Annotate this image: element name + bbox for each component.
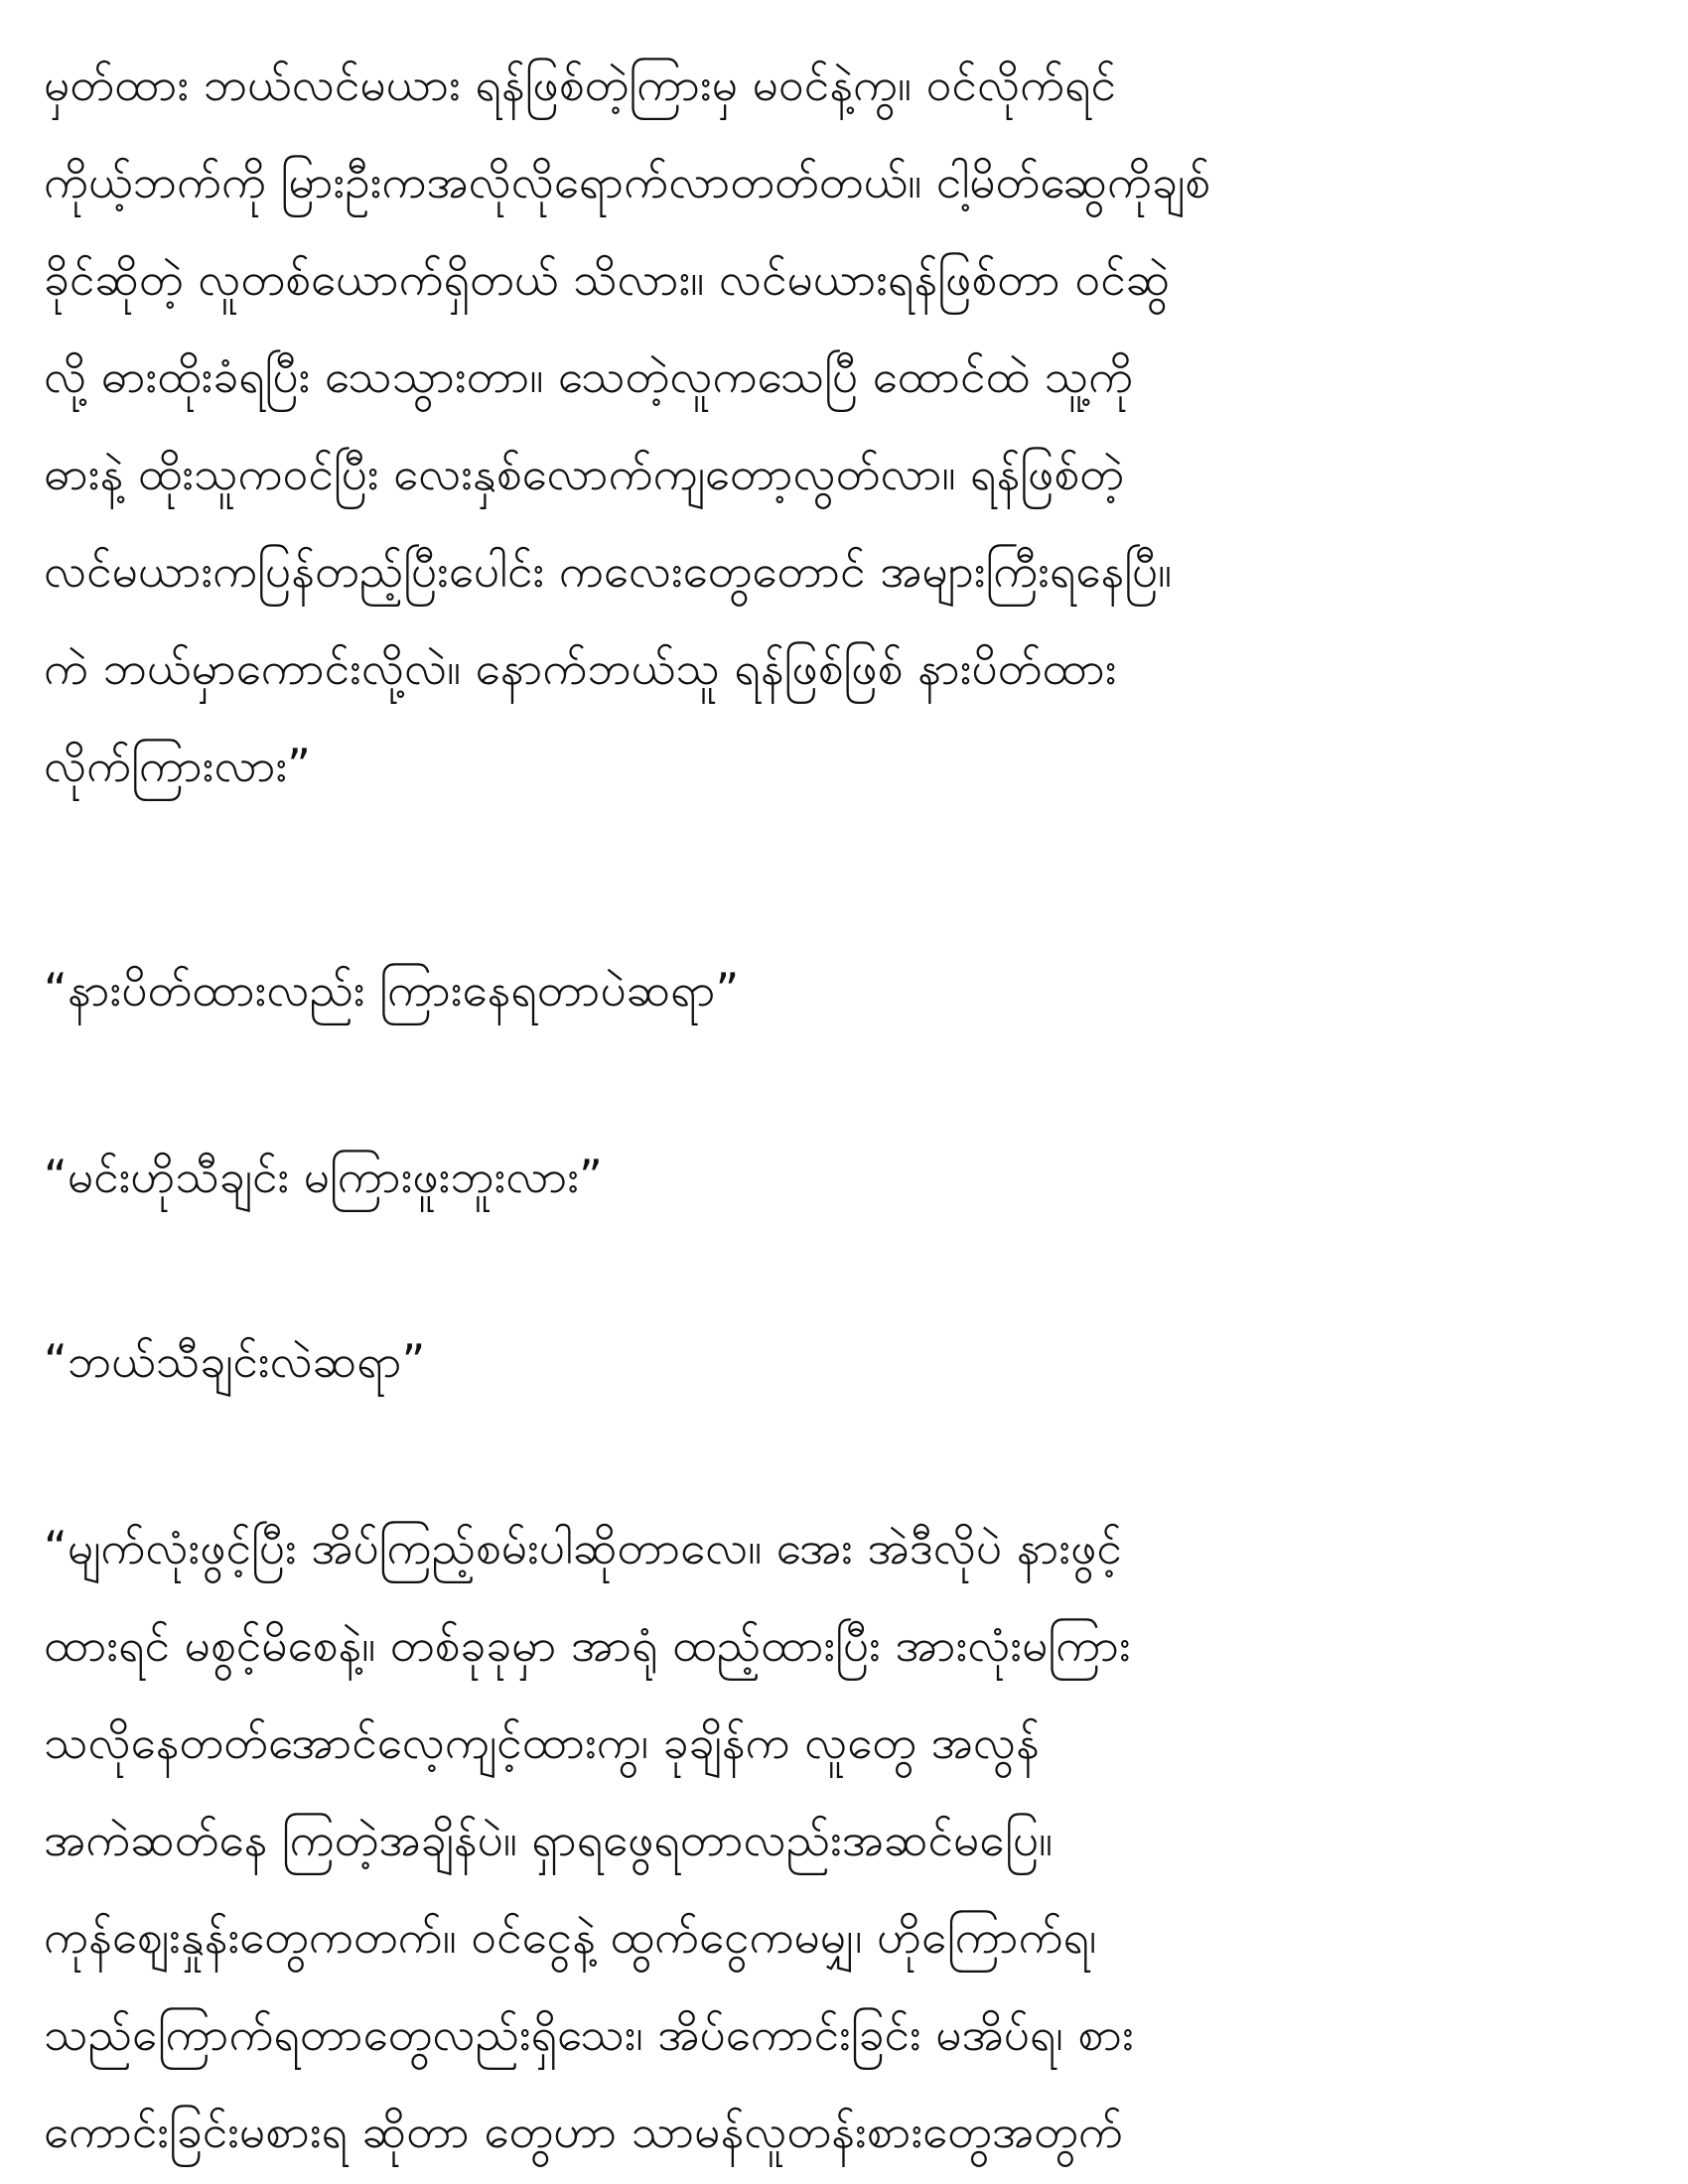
text-line: ထားရင် မစွင့်မိစေနဲ့။ တစ်ခုခုမှာ အာရုံ ထည့်ထားပြီး အားလုံးမကြား [44,1618,1131,1672]
text-line: လို့ ဓားထိုးခံရပြီး သေသွားတာ။ သေတဲ့လူကသေပြီ ထောင်ထဲ သူ့ကို [44,349,1134,403]
paragraph-5 [44,1499,1593,2180]
text-line: “မျက်လုံးဖွင့်ပြီး အိပ်ကြည့်စမ်းပါဆိုတာလေ။ အေး အဲဒီလိုပဲ နားဖွင့် [44,1521,1122,1574]
text-line: သလိုနေတတ်အောင်လေ့ကျင့်ထားကွ၊ ခုချိန်က လူတွေ အလွန် [44,1715,1040,1769]
text-line: ကိုယ့်ဘက်ကို မြားဦးကအလိုလိုရောက်လာတတ်တယ်။ ငါ့မိတ်ဆွေကိုချစ် [44,155,1211,208]
text-line: “မင်းဟိုသီချင်း မကြားဖူးဘူးလား” [44,1150,603,1203]
text-line: အကဲဆတ်နေ ကြတဲ့အချိန်ပဲ။ ရှာရဖွေရတာလည်းအဆင်မပြေ။ [44,1813,1054,1866]
dialogue-quote-4 [44,1312,1593,1410]
paragraph-1 [44,36,1593,814]
text-line: ကောင်းခြင်းမစားရ ဆိုတာ တွေဟာ သာမန်လူတန်းစားတွေအတွက် [44,2105,1123,2158]
text-line: ဓားနဲ့ ထိုးသူကဝင်ပြီး လေးနှစ်လောက်ကျတော့လွတ်လာ။ ရန်ဖြစ်တဲ့ [44,447,1124,500]
text-line: သည်ကြောက်ရတာတွေလည်းရှိသေး၊ အိပ်ကောင်းခြင်း မအိပ်ရ၊ စား [44,2007,1134,2061]
dialogue-quote-3 [44,1128,1593,1225]
text-line: မှတ်ထား ဘယ်လင်မယား ရန်ဖြစ်တဲ့ကြားမှ မဝင်နဲ့ကွ။ ဝင်လိုက်ရင် [44,58,1117,111]
text-line: ကဲ ဘယ်မှာကောင်းလို့လဲ။ နောက်ဘယ်သူ ရန်ဖြစ်ဖြစ် နားပိတ်ထား [44,641,1117,695]
text-line: လိုက်ကြားလား” [44,739,312,792]
text-line: “ဘယ်သီချင်းလဲဆရာ” [44,1334,426,1388]
text-line: လင်မယားကပြန်တည့်ပြီးပေါင်း ကလေးတွေတောင် အများကြီးရနေပြီ။ [44,544,1173,598]
dialogue-quote-2 [44,941,1593,1038]
text-line: ခိုင်ဆိုတဲ့ လူတစ်ယောက်ရှိတယ် သိလား။ လင်မယားရန်ဖြစ်တာ ဝင်ဆွဲ [44,252,1171,306]
text-line: ကုန်ဈေးနှုန်းတွေကတက်။ ဝင်ငွေနဲ့ ထွက်ငွေကမမျှ၊ ဟိုကြောက်ရ၊ [44,1910,1097,1964]
text-line: “နားပိတ်ထားလည်း ကြားနေရတာပဲဆရာ” [44,963,740,1017]
